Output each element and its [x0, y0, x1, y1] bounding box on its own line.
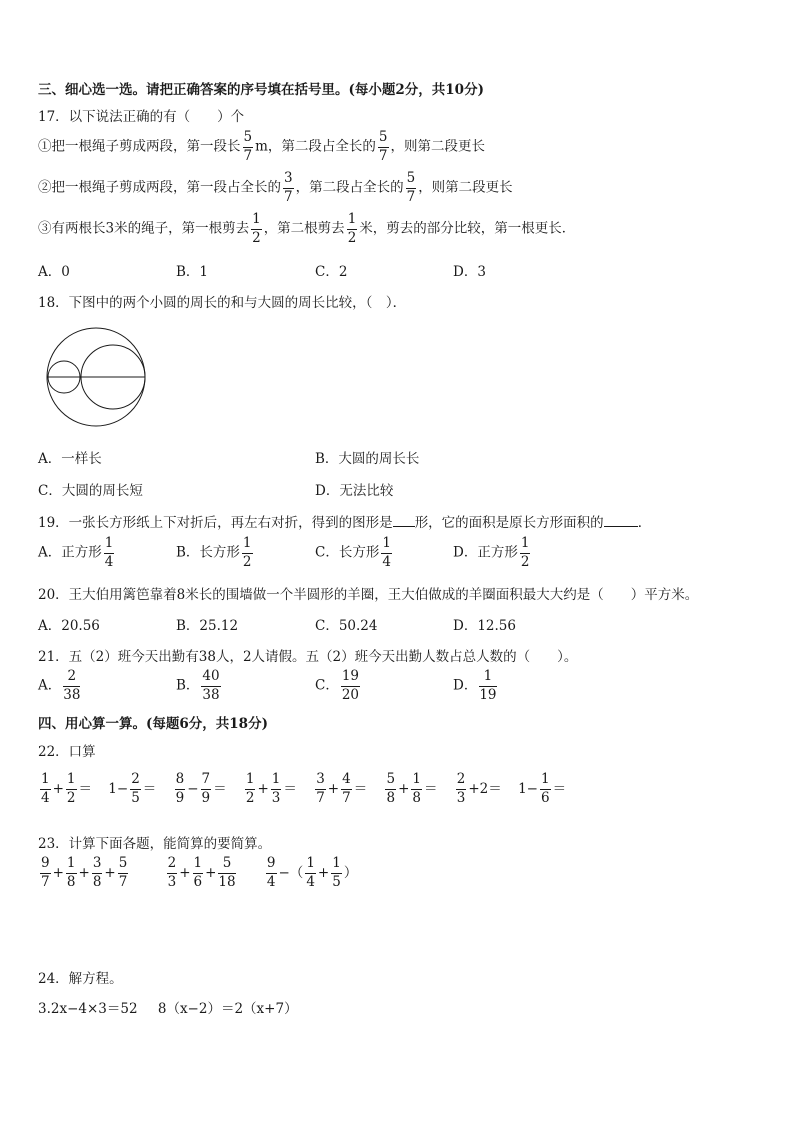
q19-stem-c: ．: [637, 515, 652, 531]
q22-expr-2: 1− $\frac{2}{5}$ ＝: [108, 771, 157, 806]
q18-option-a[interactable]: A．一样长: [38, 451, 102, 467]
q17-option-c[interactable]: C．2: [315, 264, 348, 280]
circles-figure: [44, 327, 150, 427]
q19-stem: [38, 511, 651, 531]
s3-frac-1: $\frac{1}{2}$: [252, 211, 261, 246]
q21-option-a[interactable]: A． $\frac{2}{38}$: [38, 668, 81, 703]
q24-equation-2: 8（x−2）＝2（x+7）: [157, 1001, 298, 1017]
s3-text-c: 米，剪去的部分比较，第一根更长．: [359, 220, 576, 237]
q19-option-d[interactable]: D．正方形 $\frac{1}{2}$: [453, 535, 530, 570]
s1-text-c: ，则第二段更长: [390, 138, 485, 155]
s2-text-a: ②把一根绳子剪成两段，第一段占全长的: [38, 179, 281, 196]
section-4-title: 四、用心算一算。(每题6分，共18分): [38, 716, 268, 732]
q17-option-d[interactable]: D．3: [453, 264, 486, 280]
s2-text-b: ，第二段占全长的: [295, 179, 404, 196]
q20-option-d[interactable]: D．12.56: [453, 618, 516, 634]
q19-blank-2[interactable]: [604, 516, 638, 527]
s1-text-a: ①把一根绳子剪成两段，第一段长: [38, 138, 241, 155]
q22-expressions: [38, 773, 566, 805]
q22-expr-4: $\frac{1}{2}$ + $\frac{1}{3}$ ＝: [245, 771, 297, 806]
q20-option-c[interactable]: C．50.24: [315, 618, 378, 634]
q18-option-c[interactable]: C．大圆的周长短: [38, 483, 143, 499]
q18-option-b[interactable]: B．大圆的周长长: [315, 451, 420, 467]
q18-stem: 18．下图中的两个小圆的周长的和与大圆的周长比较，（ ）．: [38, 295, 407, 311]
s2-text-c: ，则第二段更长: [418, 179, 513, 196]
q17-statement-3: [38, 213, 575, 245]
s1-frac-2: $\frac{5}{7}$: [378, 129, 388, 164]
s3-text-a: ③有两根长3米的绳子，第一根剪去: [38, 220, 250, 237]
q20-option-b[interactable]: B．25.12: [176, 618, 239, 634]
q22-expr-1: $\frac{1}{4}$ + $\frac{1}{2}$ ＝: [41, 771, 92, 806]
q22-stem: 22．口算: [38, 744, 96, 760]
q17-statement-2: [38, 172, 513, 204]
q19-option-c[interactable]: C．长方形 $\frac{1}{4}$: [315, 535, 391, 570]
q24-equations: [38, 997, 298, 1017]
q19-option-a[interactable]: A．正方形 $\frac{1}{4}$: [38, 535, 114, 570]
q19-stem-a: 19．一张长方形纸上下对折后，再左右对折，得到的图形是: [38, 515, 393, 531]
q22-expr-8: 1− $\frac{1}{6}$ ＝: [518, 771, 567, 806]
q20-stem: 20．王大伯用篱笆靠着8米长的围墙做一个半圆形的羊圈，王大伯做成的羊圈面积最大大约是（ ）平方米。: [38, 587, 699, 603]
s2-frac-1: $\frac{3}{7}$: [284, 170, 293, 205]
q17-statement-1: [38, 131, 485, 163]
q22-expr-6: $\frac{5}{8}$ + $\frac{1}{8}$ ＝: [386, 771, 438, 806]
q24-equation-1: 3.2x−4×3＝52: [38, 1001, 138, 1017]
section-3-title: 三、细心选一选。请把正确答案的序号填在括号里。(每小题2分，共10分): [38, 82, 484, 98]
q23-stem: 23．计算下面各题，能简算的要简算。: [38, 836, 272, 852]
q19-blank-1[interactable]: [393, 516, 415, 527]
s1-text-b: m，第二段占全长的: [255, 138, 376, 155]
q23-expr-3: $\frac{9}{4}$ −（ $\frac{1}{4}$ + $\frac{1}{5}$ ）: [266, 855, 358, 890]
q17-option-a[interactable]: A．0: [38, 264, 70, 280]
q17-option-b[interactable]: B．1: [176, 264, 209, 280]
q21-option-d[interactable]: D． $\frac{1}{19}$: [453, 668, 497, 703]
q22-expr-3: $\frac{8}{9}$ − $\frac{7}{9}$ ＝: [175, 771, 227, 806]
s3-text-b: ，第二根剪去: [263, 220, 345, 237]
q21-option-b[interactable]: B． $\frac{40}{38}$: [176, 668, 220, 703]
s3-frac-2: $\frac{1}{2}$: [347, 211, 357, 246]
q23-expr-1: $\frac{9}{7}$ + $\frac{1}{8}$ + $\frac{3}{8}$ + $\frac{5}{7}$: [41, 855, 128, 890]
q21-stem: 21．五（2）班今天出勤有38人，2人请假。五（2）班今天出勤人数占总人数的（ ）。: [38, 649, 578, 665]
q18-option-d[interactable]: D．无法比较: [315, 483, 394, 499]
q21-option-c[interactable]: C． $\frac{19}{20}$: [315, 668, 360, 703]
q19-option-b[interactable]: B．长方形 $\frac{1}{2}$: [176, 535, 252, 570]
q20-option-a[interactable]: A．20.56: [38, 618, 100, 634]
q22-expr-5: $\frac{3}{7}$ + $\frac{4}{7}$ ＝: [316, 771, 368, 806]
q22-expr-7: $\frac{2}{3}$ +2＝: [456, 771, 502, 806]
q23-expressions: [38, 857, 357, 889]
q23-expr-2: $\frac{2}{3}$ + $\frac{1}{6}$ + $\frac{5}{18}$: [167, 855, 236, 890]
s2-frac-2: $\frac{5}{7}$: [406, 170, 416, 205]
q17-stem: 17．以下说法正确的有（ ）个: [38, 109, 245, 125]
q19-stem-b: 形，它的面积是原长方形面积的: [414, 515, 604, 531]
q24-stem: 24．解方程。: [38, 971, 123, 987]
s1-frac-1: $\frac{5}{7}$: [243, 129, 253, 164]
